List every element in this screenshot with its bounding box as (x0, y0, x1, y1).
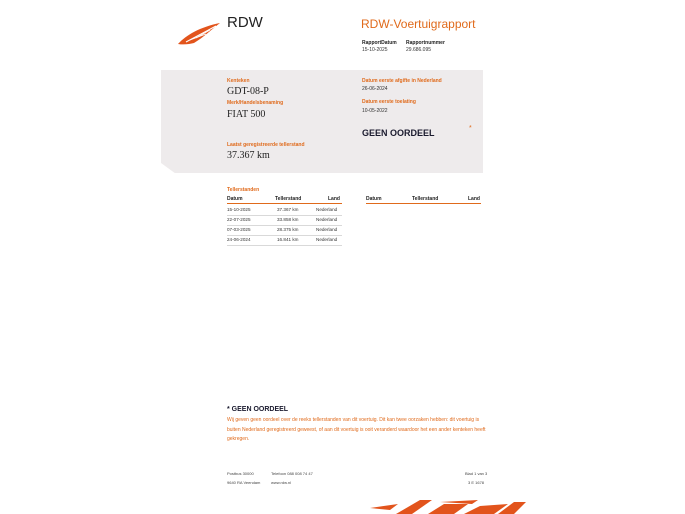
merk-label: Merk/Handelsbenaming (227, 100, 284, 106)
footer-plaats: 9640 RA Veendam (227, 480, 261, 485)
note-text: Wij geven geen oordeel over de reeks tellerstanden van dit voertuig. Dit kan twee oorzaken hebben: dit voertuig is buiten Nederland geregistreerd geweest, of aan dit voertuig is ooit veranderd waardoor het een ander kenteken heeft gekregen. (227, 417, 486, 442)
footer-postbus: Postbus 30000 (227, 471, 254, 476)
row-land: Nederland (316, 217, 338, 222)
col-tellerstand-right: Tellerstand (412, 196, 439, 202)
row-land: Nederland (316, 207, 338, 212)
tellerstanden-title: Tellerstanden (227, 187, 260, 193)
footer-telefoon: Telefoon 088 008 74 47 (271, 471, 313, 476)
row-stand: 16.841 km (277, 237, 299, 242)
datum-nl-value: 26-06-2024 (362, 86, 388, 92)
oordeel-status: GEEN OORDEEL (362, 128, 435, 138)
datum-toelating-value: 10-05-2022 (362, 108, 388, 114)
table-row (227, 226, 342, 236)
row-divider (227, 245, 342, 246)
rapport-datum-value: 15-10-2025 (362, 47, 388, 53)
datum-nl-label: Datum eerste afgifte in Nederland (362, 78, 442, 84)
datum-toelating-label: Datum eerste toelating (362, 99, 416, 105)
row-land: Nederland (316, 227, 338, 232)
report-title: RDW-Voertuigrapport (361, 17, 476, 31)
footer-website: www.rdw.nl (271, 480, 292, 485)
row-datum: 22-07-2025 (227, 217, 251, 222)
col-datum-right: Datum (366, 196, 382, 202)
table-row (227, 236, 342, 246)
teller-label: Laatst geregistreerde tellerstand (227, 142, 305, 148)
footer-code: 3 E 1678 (468, 480, 485, 485)
row-stand: 33.858 km (277, 217, 299, 222)
row-land: Nederland (316, 237, 338, 242)
rapport-nummer-label: Rapportnummer (406, 40, 445, 46)
merk-value: FIAT 500 (227, 109, 266, 120)
col-land-right: Land (468, 196, 480, 202)
col-land: Land (328, 196, 340, 202)
kenteken-value: GDT-08-P (227, 86, 269, 97)
rdw-logo-icon (176, 21, 222, 47)
row-datum: 07-03-2025 (227, 227, 251, 232)
table-row (227, 216, 342, 226)
note-title: * GEEN OORDEEL (227, 406, 289, 413)
kenteken-label: Kenteken (227, 78, 250, 84)
decorative-stripes-icon (368, 498, 528, 514)
vehicle-info-panel (161, 70, 483, 173)
rapport-datum-label: RapportDatum (362, 40, 397, 46)
col-datum: Datum (227, 196, 243, 202)
oordeel-star: * (469, 125, 472, 132)
row-stand: 28.375 km (277, 227, 299, 232)
row-datum: 24-06-2024 (227, 237, 251, 242)
rapport-nummer-value: 29.686.095 (406, 47, 432, 53)
table-header-line-right (366, 203, 481, 204)
row-stand: 37.367 km (277, 207, 299, 212)
logo-text: RDW (227, 14, 263, 31)
table-row (227, 206, 342, 216)
row-datum: 15-10-2025 (227, 207, 251, 212)
col-tellerstand: Tellerstand (275, 196, 302, 202)
table-header-line (227, 203, 342, 204)
teller-value: 37.367 km (227, 150, 270, 161)
footer-blad: Blad 1 van 3 (465, 471, 488, 476)
